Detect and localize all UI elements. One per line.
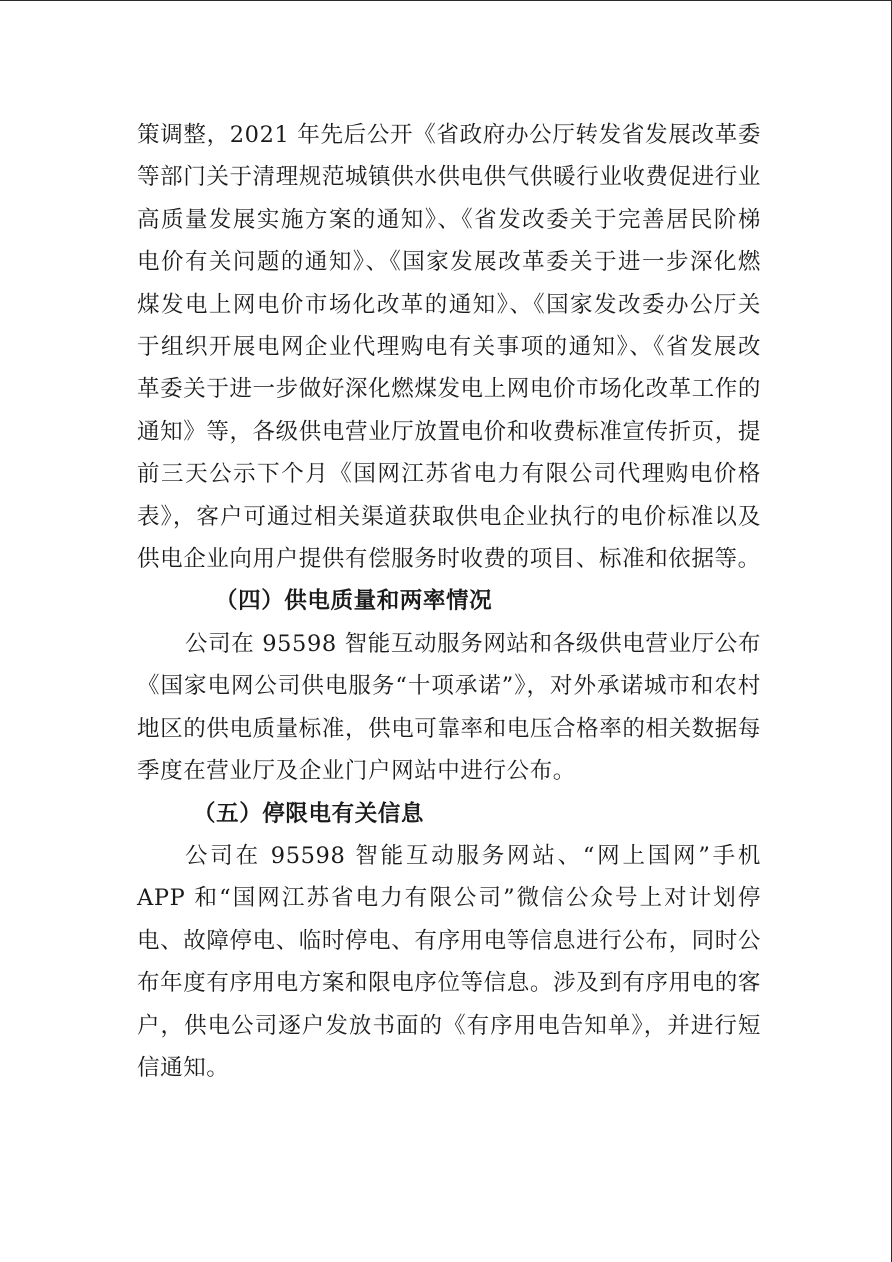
paragraph-price-policy: 策调整，2021 年先后公开《省政府办公厅转发省发展改革委等部门关于清理规范城镇供水供电供气供暖行业收费促进行业高质量发展实施方案的通知》、《省发改委关于完善居民阶梯电价有关问题的通知》、《国家发展改革委关于进一步深化燃煤发电上网电价市场化改革的通知》、《国家发改委办公厅关于组织开展电网企业代理购电有关事项的通知》、《省发展改革委关于进一步做好深化燃煤发电上网电价市场化改革工作的通知》等，各级供电营业厅放置电价和收费标准宣传折页，提前三天公示下个月《国网江苏省电力有限公司代理购电价格表》，客户可通过相关渠道获取供电企业执行的电价标准以及供电企业向用户提供有偿服务时收费的项目、标准和依据等。	[137, 122, 761, 573]
paragraph-supply-quality: 公司在 95598 智能互动服务网站和各级供电营业厅公布《国家电网公司供电服务“十项承诺”》，对外承诺城市和农村地区的供电质量标准，供电可靠率和电压合格率的相关数据每季度在营业厅及企业门户网站中进行公布。	[137, 630, 761, 785]
section-heading-supply-quality: （四）供电质量和两率情况	[215, 588, 493, 615]
document-body	[137, 114, 761, 1089]
section-heading-outage-info: （五）停限电有关信息	[193, 800, 425, 827]
paragraph-outage-info: 公司在 95598 智能互动服务网站、“网上国网”手机 APP 和“国网江苏省电力有限公司”微信公众号上对计划停电、故障停电、临时停电、有序用电等信息进行公布，同时公布年度有序用电方案和限电序位等信息。涉及到有序用电的客户，供电公司逐户发放书面的《有序用电告知单》，并进行短信通知。	[137, 842, 761, 1081]
